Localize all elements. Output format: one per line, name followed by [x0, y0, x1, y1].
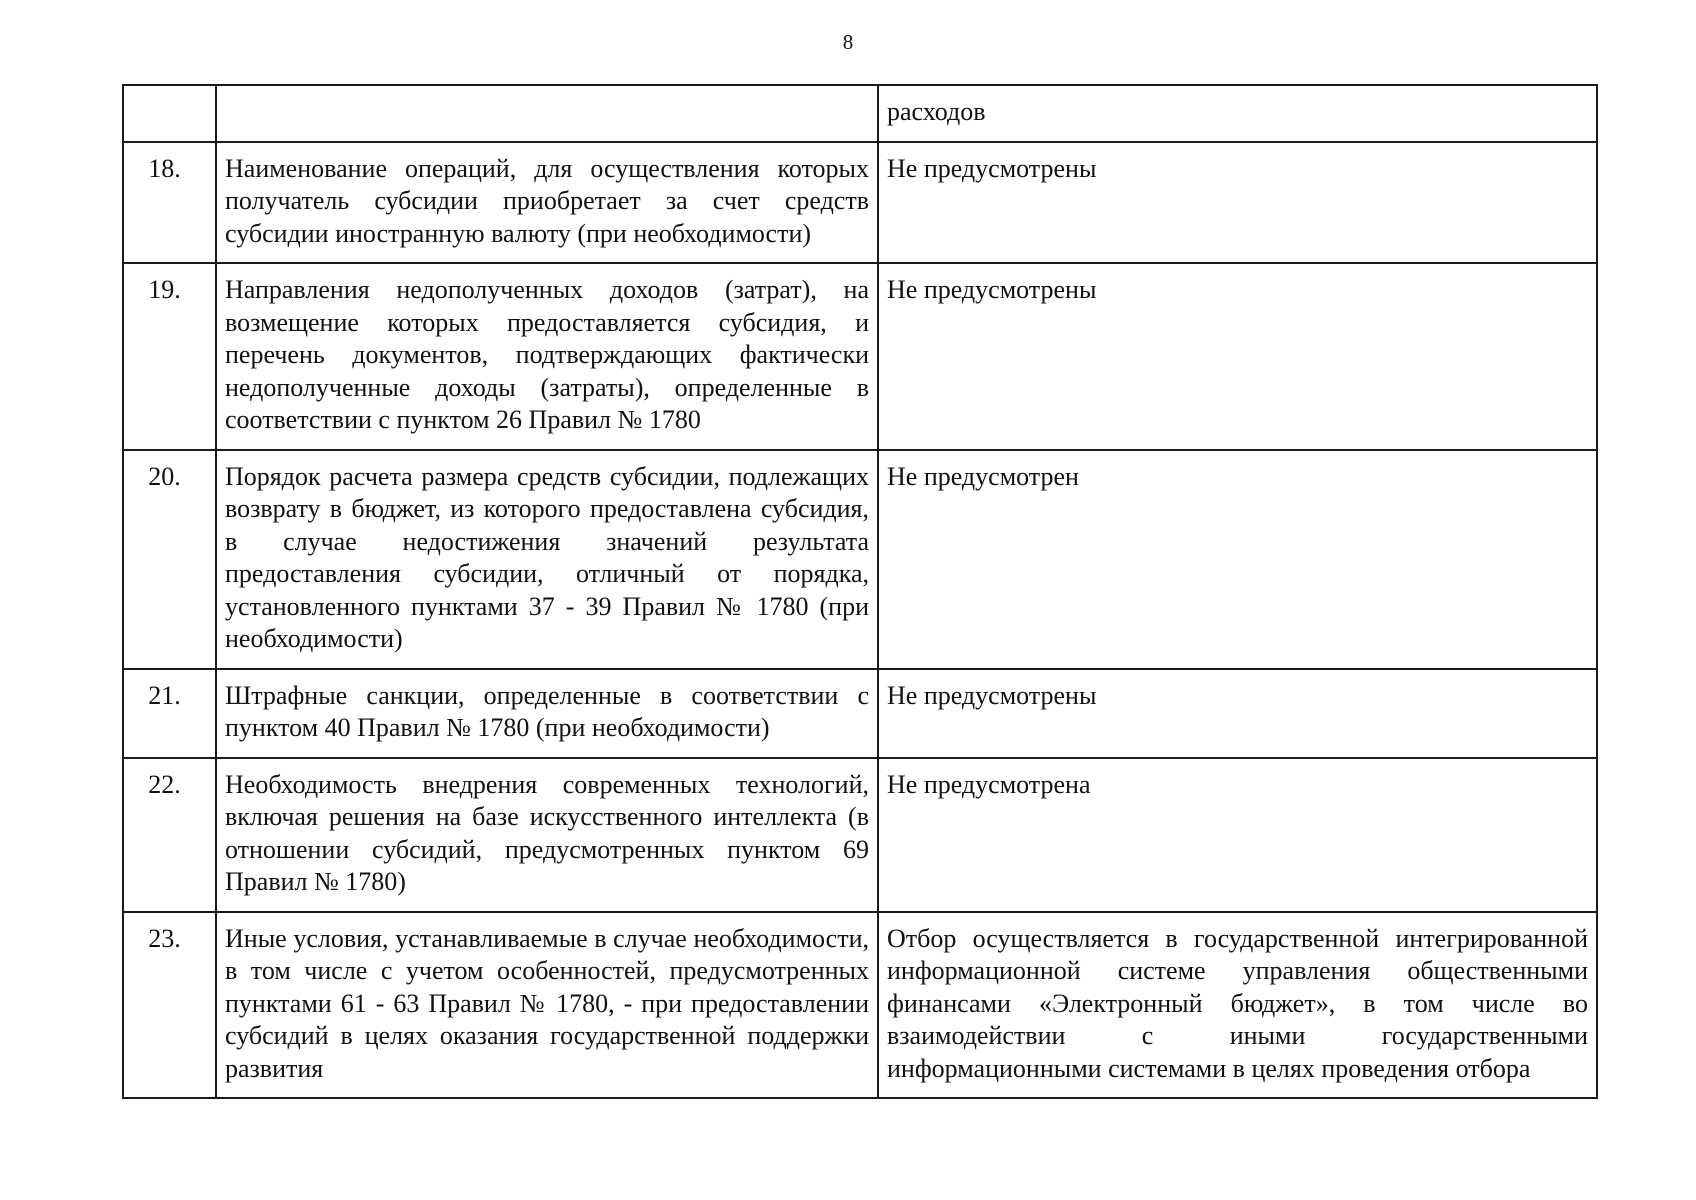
row-name: Направления недополученных доходов (затрат), на возмещение которых предоставляется субсидия, и перечень документов, подтверждающих фактически недополученные доходы (затраты), определенные в соответствии с пунктом 26 Правил № 1780 [216, 263, 878, 450]
row-value: Не предусмотрены [878, 263, 1597, 450]
row-name: Необходимость внедрения современных технологий, включая решения на базе искусственного интеллекта (в отношении субсидий, предусмотренных пунктом 69 Правил № 1780) [216, 758, 878, 912]
row-value: Не предусмотрена [878, 758, 1597, 912]
table-row [123, 450, 1597, 669]
row-name: Штрафные санкции, определенные в соответствии с пунктом 40 Правил № 1780 (при необходимости) [216, 669, 878, 758]
page-number: 8 [842, 30, 854, 54]
row-number: 23. [123, 912, 216, 1099]
table-row [123, 142, 1597, 264]
table-row [123, 85, 1597, 142]
row-value: Не предусмотрены [878, 142, 1597, 264]
row-value: расходов [878, 85, 1597, 142]
row-number: 18. [123, 142, 216, 264]
row-number: 22. [123, 758, 216, 912]
table-row [123, 758, 1597, 912]
row-value: Не предусмотрены [878, 669, 1597, 758]
table-row [123, 669, 1597, 758]
row-value: Отбор осуществляется в государственной интегрированной информационной системе управления общественными финансами «Электронный бюджет», в том числе во взаимодействии с иными государственными информационными системами в целях проведения отбора [878, 912, 1597, 1099]
row-number [123, 85, 216, 142]
row-number: 20. [123, 450, 216, 669]
conditions-table [122, 84, 1598, 1099]
row-name: Порядок расчета размера средств субсидии, подлежащих возврату в бюджет, из которого предоставлена субсидия, в случае недостижения значений результата предоставления субсидии, отличный от порядка, установленного пунктами 37 - 39 Правил № 1780 (при необходимости) [216, 450, 878, 669]
row-name: Иные условия, устанавливаемые в случае необходимости, в том числе с учетом особенностей, предусмотренных пунктами 61 - 63 Правил № 1780, - при предоставлении субсидий в целях оказания государственной поддержки развития [216, 912, 878, 1099]
row-name [216, 85, 878, 142]
table-row [123, 263, 1597, 450]
row-number: 19. [123, 263, 216, 450]
row-number: 21. [123, 669, 216, 758]
row-name: Наименование операций, для осуществления которых получатель субсидии приобретает за счет средств субсидии иностранную валюту (при необходимости) [216, 142, 878, 264]
table-row [123, 912, 1597, 1099]
row-value: Не предусмотрен [878, 450, 1597, 669]
